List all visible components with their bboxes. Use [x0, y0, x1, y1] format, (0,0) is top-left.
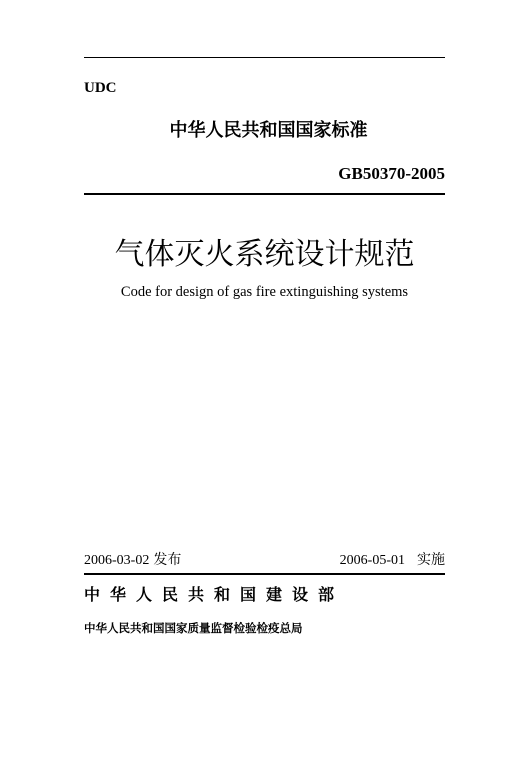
date-row: [84, 551, 445, 571]
issue-label: 发布: [153, 553, 182, 568]
implement-date: 2006-05-01: [339, 553, 405, 568]
standard-number: GB50370-2005: [338, 164, 445, 183]
footer-rule: [84, 573, 445, 575]
top-rule: [84, 57, 445, 58]
implement-info: [340, 551, 445, 571]
implement-label: 实施: [417, 553, 445, 568]
issuer-ministry: 中华人民共和国建设部: [84, 585, 345, 604]
header-rule: [84, 193, 445, 195]
national-standard-heading: 中华人民共和国国家标准: [169, 120, 368, 141]
issue-info: [84, 551, 181, 571]
issue-date: 2006-03-02: [84, 553, 150, 568]
document-title-chinese: 气体灭火系统设计规范: [114, 237, 415, 272]
udc-label: UDC: [84, 80, 117, 96]
document-title-english: Code for design of gas fire extinguishing systems: [120, 284, 409, 300]
issuer-aqsiq: 中华人民共和国国家质量监督检验检疫总局: [84, 621, 303, 635]
